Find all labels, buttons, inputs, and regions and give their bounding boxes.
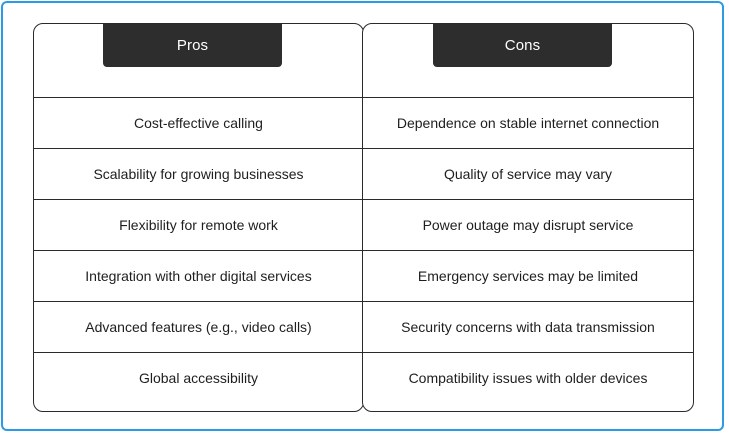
pros-header-area <box>34 24 363 98</box>
cons-item: Dependence on stable internet connection <box>363 98 693 149</box>
cons-item: Security concerns with data transmission <box>363 302 693 353</box>
pros-column <box>33 23 364 412</box>
cons-item: Power outage may disrupt service <box>363 200 693 251</box>
pros-item: Cost-effective calling <box>34 98 363 149</box>
cons-item: Compatibility issues with older devices <box>408 369 648 386</box>
pros-item: Global accessibility <box>138 369 259 386</box>
pros-item: Flexibility for remote work <box>34 200 363 251</box>
cons-column <box>362 23 694 412</box>
cons-header-area <box>363 24 693 98</box>
cons-header: Cons <box>433 24 612 67</box>
pros-header: Pros <box>103 24 282 67</box>
pros-item: Advanced features (e.g., video calls) <box>34 302 363 353</box>
cons-item: Quality of service may vary <box>363 149 693 200</box>
pros-item: Integration with other digital services <box>34 251 363 302</box>
pros-item: Scalability for growing businesses <box>34 149 363 200</box>
cons-item: Emergency services may be limited <box>363 251 693 302</box>
